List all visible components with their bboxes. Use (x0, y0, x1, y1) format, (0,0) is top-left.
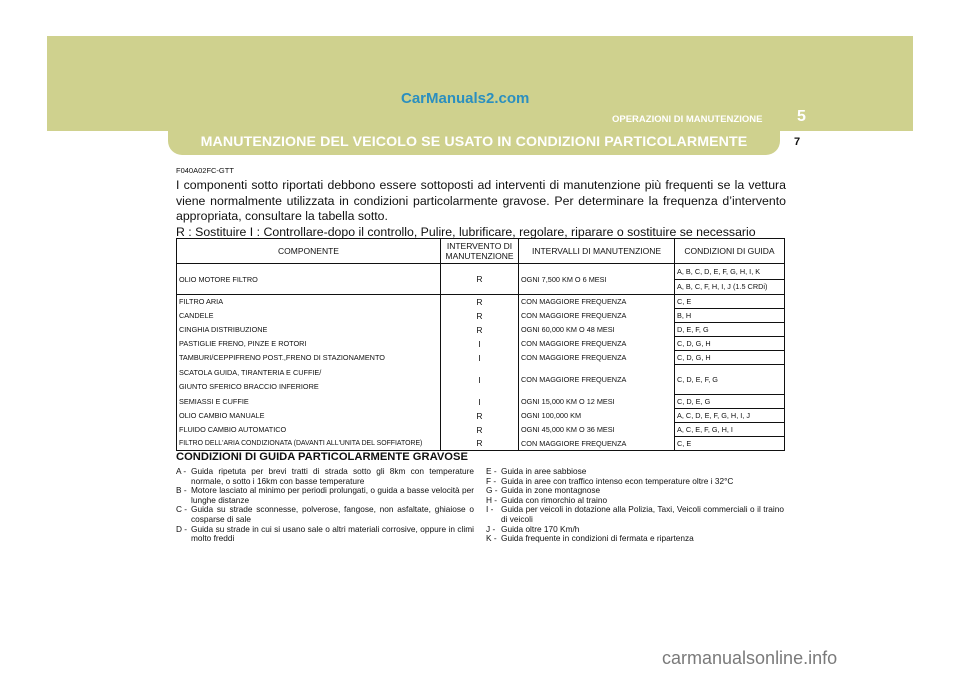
condition-item-c (176, 505, 474, 524)
chapter-number: 5 (797, 108, 806, 125)
cell-component: CANDELE (177, 309, 441, 323)
table-row (177, 423, 785, 437)
condition-text: Guida in aree con traffico intenso econ temperature oltre i 32°C (501, 475, 734, 486)
cell-interval: CON MAGGIORE FREQUENZA (519, 365, 675, 395)
condition-text: Guida oltre 170 Km/h (501, 523, 580, 534)
cell-component (177, 365, 441, 395)
cell-action: R (441, 437, 519, 451)
condition-text: Guida frequente in condizioni di fermata e ripartenza (501, 533, 694, 544)
condition-letter: D - (176, 523, 188, 534)
condition-text: Guida con rimorchio al traino (501, 494, 608, 505)
header-conditions: CONDIZIONI DI GUIDA (675, 239, 785, 264)
condition-letter: F - (486, 475, 497, 486)
condition-letter: E - (486, 466, 497, 476)
condition-letter: C - (176, 504, 188, 515)
cell-component: SEMIASSI E CUFFIE (177, 395, 441, 409)
table-row (177, 295, 785, 309)
cell-action: I (441, 337, 519, 351)
watermark-link[interactable]: CarManuals2.com (401, 90, 530, 107)
cell-conditions: A, B, C, F, H, I, J (1.5 CRDi) (675, 279, 785, 295)
cell-action: R (441, 295, 519, 309)
table-row (177, 323, 785, 337)
cell-interval: CON MAGGIORE FREQUENZA (519, 437, 675, 451)
cell-conditions: C, E (677, 439, 692, 448)
condition-letter: B - (176, 485, 187, 496)
cell-interval: CON MAGGIORE FREQUENZA (519, 351, 675, 365)
cell-component: FILTRO ARIA (177, 295, 441, 309)
cell-action: R (441, 409, 519, 423)
condition-text: Guida in aree sabbiose (501, 466, 587, 476)
cell-component-line1: SCATOLA GUIDA, TIRANTERIA E CUFFIE/ (179, 367, 322, 377)
cell-conditions: A, B, C, D, E, F, G, H, I, K (675, 264, 785, 280)
condition-item-d (176, 525, 474, 544)
cell-component: CINGHIA DISTRIBUZIONE (177, 323, 441, 337)
cell-conditions: C, D, G, H (675, 337, 785, 351)
cell-action: I (441, 395, 519, 409)
condition-letter: A - (176, 466, 187, 476)
page-title: MANUTENZIONE DEL VEICOLO SE USATO IN CONDIZIONI PARTICOLARMENTE GRAVOSE (200, 134, 748, 172)
cell-conditions: C, E (675, 295, 785, 309)
table-row (177, 351, 785, 365)
cell-component: PASTIGLIE FRENO, PINZE E ROTORI (177, 337, 441, 351)
cell-component: FLUIDO CAMBIO AUTOMATICO (177, 423, 441, 437)
conditions-title: CONDIZIONI DI GUIDA PARTICOLARMENTE GRAVOSE (176, 451, 468, 463)
condition-text: Guida in zone montagnose (501, 485, 601, 496)
condition-letter: K - (486, 533, 497, 544)
page-number: 7 (794, 136, 801, 148)
footer-watermark[interactable]: carmanualsonline.info (662, 648, 838, 668)
header-intervention: INTERVENTO DI MANUTENZIONE (441, 239, 519, 264)
intro-paragraph: I componenti sotto riportati debbono essere sottoposti ad interventi di manutenzione più frequenti se la vettura viene normalmente utilizzata in condizioni particolarmente gravose. Per determinare la frequenza d’intervento appropriata, consultare la tabella sotto. (176, 178, 786, 223)
table-row (177, 309, 785, 323)
cell-conditions: C, D, E, F, G (675, 365, 785, 395)
cell-interval: CON MAGGIORE FREQUENZA (519, 309, 675, 323)
condition-text: Guida su strade in cui si usano sale o altri materiali corrosive, oppure in climi molto freddi (191, 523, 474, 544)
cell-conditions: C, D, G, H (675, 351, 785, 365)
cell-component-line2: GIUNTO SFERICO BRACCIO INFERIORE (179, 381, 319, 391)
cell-interval: CON MAGGIORE FREQUENZA (519, 337, 675, 351)
cell-interval: OGNI 60,000 KM O 48 MESI (519, 323, 675, 337)
cell-component: OLIO CAMBIO MANUALE (177, 409, 441, 423)
section-label: OPERAZIONI DI MANUTENZIONE (612, 114, 763, 125)
cell-interval: OGNI 7,500 KM O 6 MESI (519, 264, 675, 295)
conditions-list-right (486, 467, 784, 544)
legend-text: R : Sostituire I : Controllare-dopo il controllo, Pulire, lubrificare, regolare, riparare o sostituire se necessario (176, 225, 756, 239)
condition-item-k (486, 534, 784, 544)
cell-component: TAMBURI/CEPPIFRENO POST.,FRENO DI STAZIONAMENTO (177, 351, 441, 365)
condition-letter: H - (486, 494, 498, 505)
cell-conditions: D, E, F, G (675, 323, 785, 337)
cell-interval: OGNI 100,000 KM (519, 409, 675, 423)
document-code: F040A02FC-GTT (176, 166, 234, 175)
header-interval: INTERVALLI DI MANUTENZIONE (519, 239, 675, 264)
table-row (177, 264, 785, 280)
condition-item-b (176, 486, 474, 505)
cell-conditions: C, D, E, G (675, 395, 785, 409)
condition-text: Motore lasciato al minimo per periodi prolungati, o guida a basse velocità per lunghe distanze (191, 485, 474, 505)
conditions-list-left (176, 467, 474, 544)
cell-action: I (441, 351, 519, 365)
table-row (177, 395, 785, 409)
condition-text: Guida su strade sconnesse, polverose, fangose, non asfaltate, ghiaiose o cosparse di sale (191, 504, 474, 524)
maintenance-table (176, 238, 785, 451)
cell-action: R (441, 323, 519, 337)
table-row (177, 437, 785, 451)
cell-component: FILTRO DELL'ARIA CONDIZIONATA (DAVANTI ALL'UNITA DEL SOFFIATORE) (177, 437, 441, 451)
condition-letter: I - (486, 504, 494, 515)
cell-conditions: A, C, D, E, F, G, H, I, J (675, 409, 785, 423)
cell-conditions: B, H (675, 309, 785, 323)
header-band (47, 36, 913, 131)
condition-letter: J - (486, 523, 496, 534)
cell-conditions: A, C, E, F, G, H, I (675, 423, 785, 437)
table-row (177, 337, 785, 351)
header-component: COMPONENTE (177, 239, 441, 264)
cell-component: OLIO MOTORE FILTRO (177, 264, 441, 295)
condition-item-i (486, 505, 784, 524)
cell-action: R (441, 264, 519, 295)
table-row (177, 409, 785, 423)
table-row (177, 365, 785, 395)
cell-action: I (441, 365, 519, 395)
cell-interval: CON MAGGIORE FREQUENZA (519, 295, 675, 309)
condition-letter: G - (486, 485, 498, 496)
condition-text: Guida per veicoli in dotazione alla Polizia, Taxi, Veicoli commerciali o il traino di veicoli (501, 504, 784, 524)
condition-text: Guida ripetuta per brevi tratti di strada sotto gli 8km con temperature normale, o sotto i 16km con basse temperature (191, 466, 474, 486)
cell-action: R (441, 423, 519, 437)
cell-interval: OGNI 15,000 KM O 12 MESI (519, 395, 675, 409)
cell-interval: OGNI 45,000 KM O 36 MESI (519, 423, 675, 437)
condition-item-a (176, 467, 474, 486)
cell-action: R (441, 309, 519, 323)
